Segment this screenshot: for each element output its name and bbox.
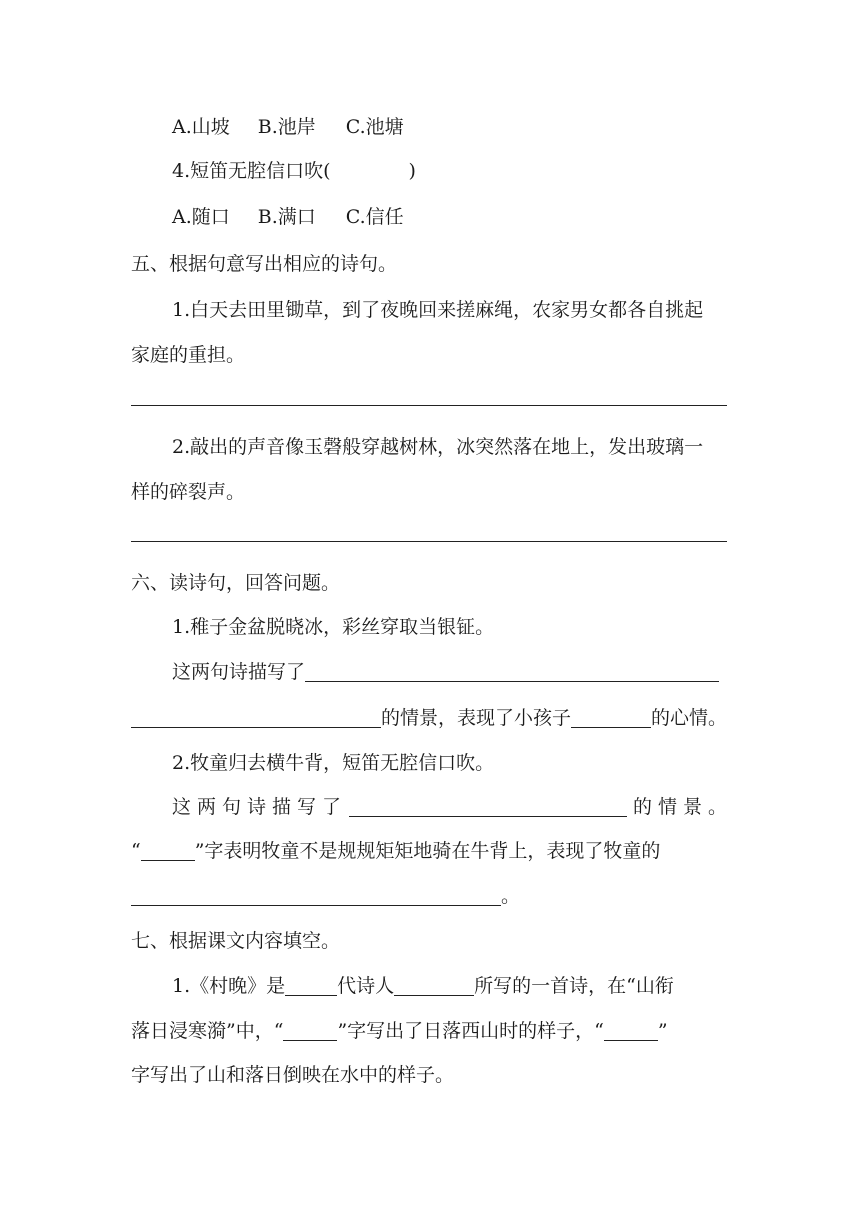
section6-item1-mid: 的情景，表现了小孩子 <box>381 707 572 729</box>
section6-item2-after: 的情景。 <box>633 796 734 818</box>
section7-item1-a: 1.《村晚》是 <box>172 975 286 997</box>
section7-item1-c: 所写的一首诗，在“山衔 <box>474 975 674 997</box>
section6-item1-line2 <box>131 705 727 731</box>
section6-item2-blank-word[interactable] <box>141 840 195 861</box>
q3-option-b: B.池岸 <box>257 116 316 138</box>
q4-options <box>172 204 404 230</box>
q3-options <box>172 114 404 140</box>
section7-item1-blank-word1[interactable] <box>283 1020 337 1041</box>
section5-item1-answer-line[interactable] <box>131 405 727 406</box>
q3-option-a: A.山坡 <box>172 116 230 138</box>
q4-close-paren: ) <box>408 160 416 182</box>
section7-item1-line3: 字写出了山和落日倒映在水中的样子。 <box>131 1064 455 1086</box>
q4-option-c: C.信任 <box>345 206 404 228</box>
section6-item1-prompt: 这两句诗描写了 <box>172 661 306 683</box>
section6-item2-blank-feeling[interactable] <box>131 885 501 906</box>
section7-item1-b: 代诗人 <box>337 975 395 997</box>
section6-item2-end: 。 <box>501 885 521 907</box>
section6-item2-blank-scene[interactable] <box>349 796 627 817</box>
section7-item1-line2-b: ”字写出了日落西山时的样子，“ <box>337 1020 604 1042</box>
section6-item1-blank-scene-a[interactable] <box>305 661 719 682</box>
section7-item1-line2-a: 落日浸寒漪”中，“ <box>131 1020 284 1042</box>
q3-option-c: C.池塘 <box>345 116 404 138</box>
section6-item1-poem: 1.稚子金盆脱晓冰，彩丝穿取当银钲。 <box>172 616 495 638</box>
section7-item1-blank-word2[interactable] <box>604 1020 658 1041</box>
section6-title: 六、读诗句，回答问题。 <box>131 572 341 594</box>
section7-item1-line2 <box>131 1018 668 1044</box>
section5-item2-line1: 2.敲出的声音像玉磬般穿越树林，冰突然落在地上，发出玻璃一 <box>172 436 704 458</box>
section5-item2-line2: 样的碎裂声。 <box>131 481 246 503</box>
section7-item1-line2-c: ” <box>657 1020 668 1042</box>
q4-text: 4.短笛无腔信口吹( <box>172 160 331 182</box>
section7-item1-line1 <box>172 973 674 999</box>
section6-item1-blank-scene-b[interactable] <box>131 707 381 728</box>
section5-item2-answer-line[interactable] <box>131 541 727 542</box>
section6-item2-line3 <box>131 883 520 909</box>
section5-item1-line2: 家庭的重担。 <box>131 344 246 366</box>
section6-item2-q-open: “ <box>131 840 141 862</box>
section5-title: 五、根据句意写出相应的诗句。 <box>131 253 398 275</box>
section6-item2-q-rest: ”字表明牧童不是规规矩矩地骑在牛背上，表现了牧童的 <box>194 840 661 862</box>
section6-item1-blank-mood[interactable] <box>571 707 651 728</box>
section6-item2-line2 <box>131 838 660 864</box>
q4-question <box>172 158 416 184</box>
section5-item1-line1: 1.白天去田里锄草，到了夜晚回来搓麻绳，农家男女都各自挑起 <box>172 299 704 321</box>
q4-option-a: A.随口 <box>172 206 230 228</box>
section7-item1-blank-poet[interactable] <box>394 975 474 996</box>
section7-title: 七、根据课文内容填空。 <box>131 930 341 952</box>
q4-option-b: B.满口 <box>257 206 316 228</box>
section6-item1-end: 的心情。 <box>651 707 728 729</box>
section6-item2-line1 <box>172 794 733 820</box>
section6-item1-line1 <box>172 659 719 685</box>
section6-item2-prompt: 这两句诗描写了 <box>172 796 348 818</box>
section6-item2-poem: 2.牧童归去横牛背，短笛无腔信口吹。 <box>172 752 495 774</box>
section7-item1-blank-dynasty[interactable] <box>285 975 337 996</box>
